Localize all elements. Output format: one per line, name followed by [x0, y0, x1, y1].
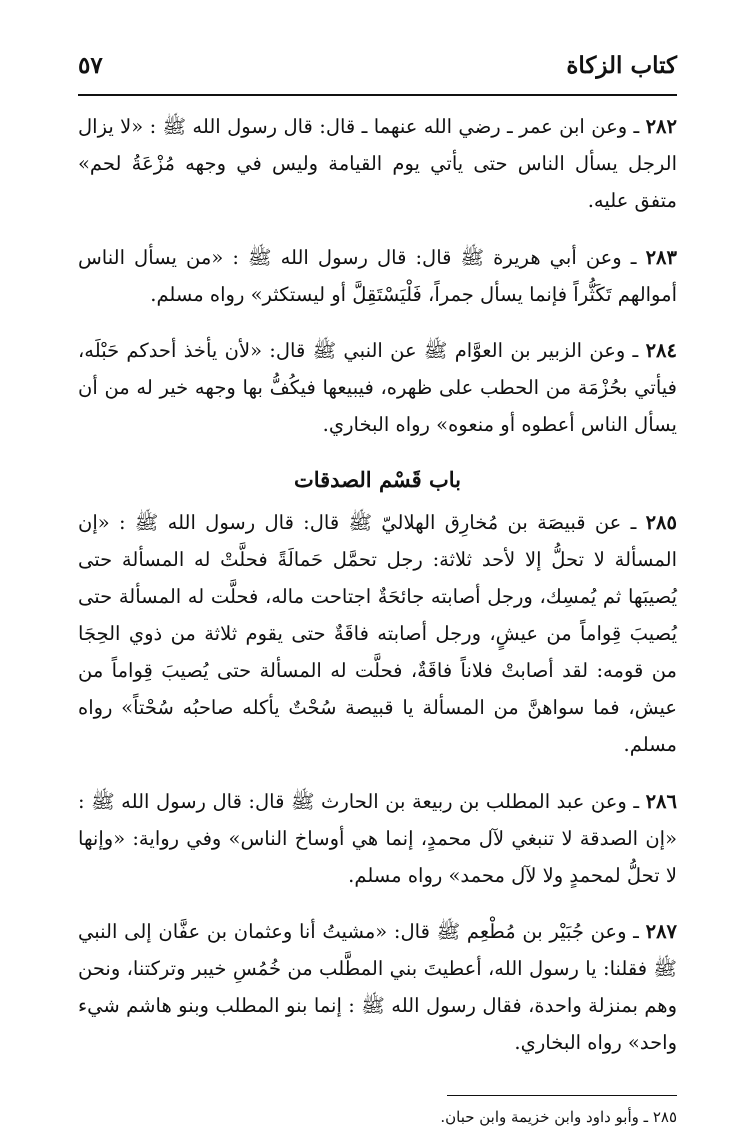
footnote: ٢٨٥ ـ وأبو داود وابن خزيمة وابن حبان.	[440, 1108, 677, 1126]
hadith-number: ٢٨٢	[645, 115, 677, 138]
page-number: ٥٧	[78, 52, 103, 79]
footnote-rule	[447, 1095, 677, 1096]
hadith-number: ٢٨٣	[645, 245, 677, 269]
hadith-number: ٢٨٤	[645, 339, 677, 362]
hadith-283	[78, 239, 677, 313]
hadith-number: ٢٨٥	[645, 511, 677, 534]
hadith-text: ـ عن قبيصَة بن مُخارِق الهلاليّ ﷺ قال: قال رسول الله ﷺ : «إن المسألة لا تحلُّ إلا لأحد ثلاثة: رجل تحمَّل حَمالَةً فحلَّتْ له المسألة حتى يُصيبَها ثم يُمسِك، ورجل أصابته جائحَةٌ اجتاحت ماله، فحلَّت له المسألة حتى يُصيبَ قِواماً من عيشٍ، ورجل أصابته فاقَةٌ حتى يقوم ثلاثة من ذوي الحِجَا من قومه: لقد أصابتْ فلاناً فاقَةٌ، فحلَّت له المسألة حتى يُصيبَ قِواماً من عيش، فما سواهنَّ من المسألة يا قبيصة سُحْتٌ يأكله صاحبُه سُحْتاً» رواه مسلم.	[78, 511, 677, 756]
hadith-284	[78, 332, 677, 443]
hadith-287	[78, 913, 677, 1061]
header-rule	[78, 94, 677, 96]
hadith-text: ـ وعن الزبير بن العوَّام ﷺ عن النبي ﷺ قال: «لأن يأخذ أحدكم حَبْلَه، فيأتي بحُزْمَة من الحطب على ظهره، فيبيعها فيكُفُّ بها وجهه خير له من أن يسأل الناس أعطوه أو منعوه» رواه البخاري.	[78, 339, 677, 436]
hadith-286	[78, 783, 677, 894]
book-title: كتاب الزكاة	[566, 52, 677, 79]
page-header	[78, 52, 677, 88]
section-heading: باب قَسْم الصدقات	[293, 467, 462, 492]
hadith-282	[78, 108, 677, 219]
hadith-number: ٢٨٧	[645, 920, 678, 943]
hadith-285	[78, 504, 677, 763]
hadith-text: ـ وعن ابن عمر ـ رضي الله عنهما ـ قال: قال رسول الله ﷺ : «لا يزال الرجل يسأل الناس حتى يأتي يوم القيامة وليس في وجهه مُزْعَةُ لحم» متفق عليه.	[78, 115, 677, 212]
hadith-text: ـ وعن جُبَيْر بن مُطْعِم ﷺ قال: «مشيتُ أنا وعثمان بن عفَّان إلى النبي ﷺ فقلنا: يا رسول الله، أعطيتَ بني المطَّلب من خُمُسِ خيبر وتركتنا، ونحن وهم بمنزلة واحدة، فقال رسول الله ﷺ : إنما بنو المطلب وبنو هاشم شيء واحد» رواه البخاري.	[78, 920, 677, 1054]
hadith-text: ـ وعن عبد المطلب بن ربيعة بن الحارث ﷺ قال: قال رسول الله ﷺ : «إن الصدقة لا تنبغي لآل محمدٍ، إنما هي أوساخ الناس» وفي رواية: «وإنها لا تحلُّ لمحمدٍ ولا لآل محمد» رواه مسلم.	[78, 789, 677, 887]
hadith-number: ٢٨٦	[645, 789, 677, 813]
hadith-text: ـ وعن أبي هريرة ﷺ قال: قال رسول الله ﷺ : «من يسأل الناس أموالهم تَكَثُّراً فإنما يسأل جمراً، فَلْيَسْتَقِلَّ أو ليستكثر» رواه مسلم.	[78, 245, 677, 306]
